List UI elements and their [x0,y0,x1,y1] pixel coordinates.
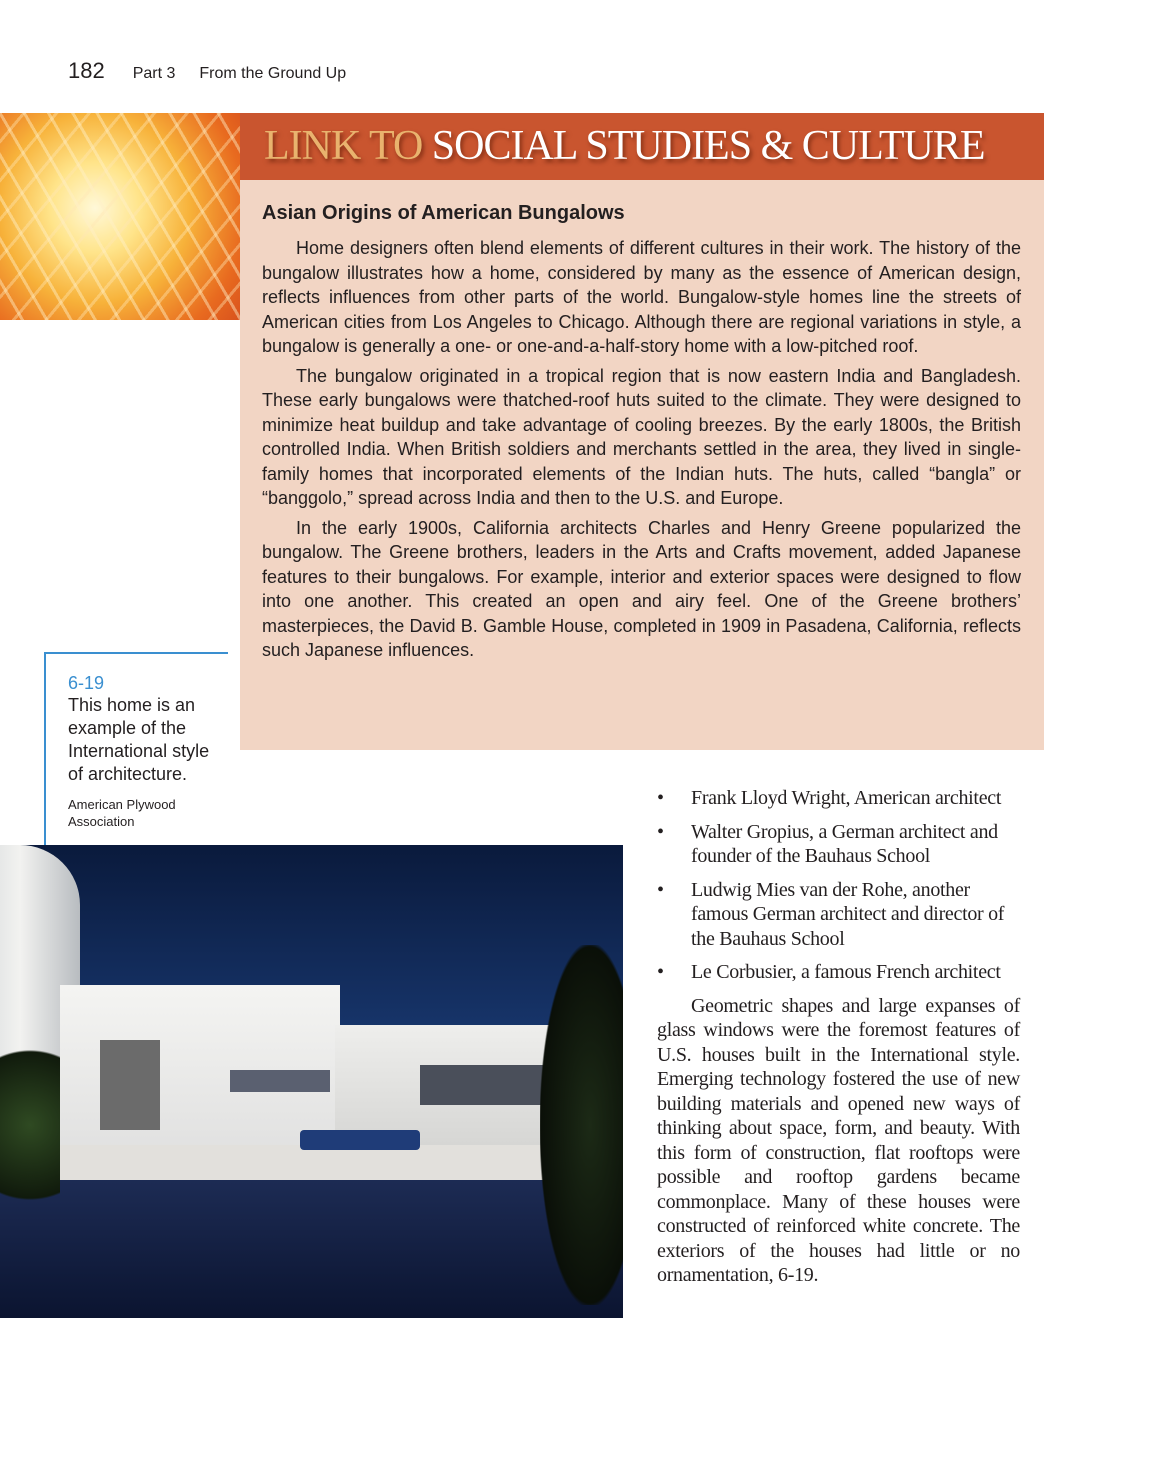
feature-box [240,180,1044,750]
main-column [657,786,1020,1288]
page-number: 182 [68,58,105,83]
feature-paragraph: The bungalow originated in a tropical region that is now eastern India and Bangladesh. These early bungalows were thatched-roof huts suited to the climate. They were designed to minimize heat buildup and take advantage of cooling breezes. By the early 1800s, the British controlled India. When British soldiers and merchants settled in the area, they lived in single-family homes that incorporated elements of the Indian huts. The huts, called “bangla” or “banggolo,” spread across India and then to the U.S. and Europe. [262,365,1021,508]
banner-title: SOCIAL STUDIES & CULTURE [431,123,985,169]
list-item: • Ludwig Mies van der Rohe, another famous German architect and director of the Bauhaus School [657,878,1020,952]
house-photo [0,845,623,1318]
part-label: Part 3 [132,65,176,82]
feature-banner [240,113,1044,180]
list-item: • Frank Lloyd Wright, American architect [657,786,1020,811]
chapter-title: From the Ground Up [199,65,347,82]
architect-list [657,786,1020,985]
feature-heading: Asian Origins of American Bungalows [262,202,625,224]
running-header [68,58,346,84]
feature-paragraph: Home designers often blend elements of different cultures in their work. The history of the bungalow illustrates how a home, considered by many as the essence of American design, reflects influences from other parts of the world. Bungalow-style homes line the streets of American cities from Los Angeles to Chicago. Although there are regional variations in style, a bungalow is generally a one- or one-and-a-half-story home with a low-pitched roof. [262,238,1021,356]
caption-text: This home is an example of the International style of architecture. [68,695,210,784]
globe-image [0,113,240,320]
list-item: • Walter Gropius, a German architect and founder of the Bauhaus School [657,820,1020,869]
figure-caption [44,652,228,845]
feature-paragraph: In the early 1900s, California architects Charles and Henry Greene popularized the bungalow. The Greene brothers, leaders in the Arts and Crafts movement, added Japanese features to their bungalows. For example, interior and exterior spaces were designed to flow into one another. This created an open and airy feel. One of the Greene brothers’ masterpieces, the David B. Gamble House, completed in 1909 in Pasadena, California, reflects such Japanese influences. [262,517,1021,660]
list-item: • Le Corbusier, a famous French architect [657,960,1020,985]
photo-credit: American Plywood Association [68,797,176,829]
figure-number: 6-19 [68,673,105,693]
body-paragraph: Geometric shapes and large expanses of glass windows were the foremost features of U.S. houses built in the International style. Emerging technology fostered the use of new building materials and opened new ways of thinking about space, form, and beauty. With this form of construction, flat rooftops were possible and rooftop gardens became commonplace. Many of these houses were constructed of reinforced white concrete. The exteriors of the houses had little or no ornamentation, 6-19. [657,994,1020,1286]
banner-prefix: LINK TO [264,123,423,169]
